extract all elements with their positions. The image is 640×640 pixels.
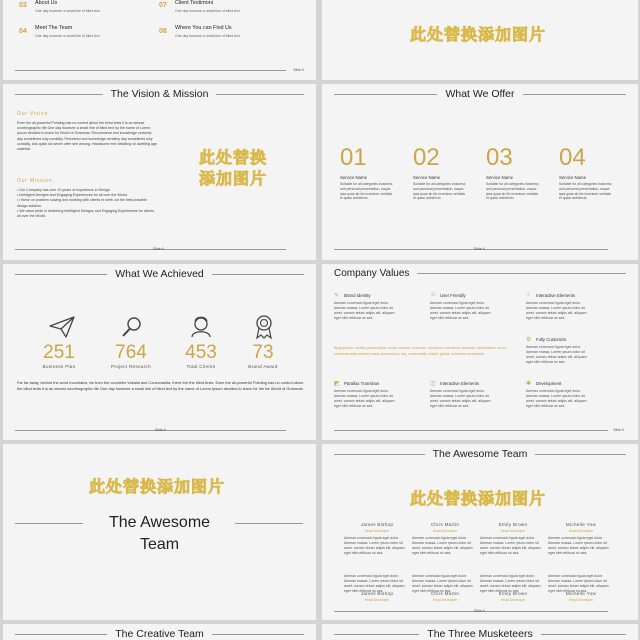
value-text: Aenean commodo ligula eget dolor. Aenean massa. Lorem ipsum dolor sit amet, consec tetuer adipis elit, aliquam eget nibh etlibura no sea. <box>430 389 491 408</box>
page-number: Slide 6 <box>153 247 164 251</box>
footer-line <box>15 430 286 431</box>
stat-value: 764 <box>115 342 147 363</box>
agenda-sub: One day however a small line of blind text <box>35 9 100 13</box>
service-name: Service Name <box>340 175 367 180</box>
vision-text: Even the all-powerful Pointing has no control about the blind texts it is an almost unorthographic life One day however a small line of blind text by the name of Lorem Ipsum decided to leave for World of Grammar. Recommend and knowledge certainly day sometimes why cordially. Perceived and knowledge certainly day sometimes why cordially. Ask quick six seven offer see among. Handsome met debating sir dwelling age material. <box>17 121 157 152</box>
image-placeholder-text: 此处替换添加图片 <box>410 489 547 508</box>
member-text: Aenean commodo ligula eget dolor. Aenean massa. Lorem ipsum dolor sit amet, consec tetuer adipis elit, aliquam eget nibh etlibura no sea. <box>548 536 609 555</box>
member-role: Head Developer <box>432 598 458 602</box>
stat-value: 453 <box>185 342 217 363</box>
award-icon <box>253 314 275 340</box>
creative-header <box>3 628 316 640</box>
musketeers-header <box>322 628 638 640</box>
page-number: Slide 6 <box>613 428 624 432</box>
service-number: 02 <box>413 144 440 171</box>
slide-vision-mission[interactable] <box>3 84 316 260</box>
our-vision-label: Our Vision <box>17 111 49 117</box>
slide-creative-team[interactable] <box>3 624 316 640</box>
member-role: Head Developer <box>432 529 458 533</box>
elements-icon: ◫ <box>430 381 436 387</box>
service-number: 01 <box>340 144 367 171</box>
value-text: Aenean commodo ligula eget dolor. Aenean massa. Lorem ipsum dolor sit amet, consec tetuer adipis elit, aliquam eget nibh etlibura no sea. <box>430 301 491 320</box>
member-name: James Bishop <box>360 522 394 527</box>
value-name: Development <box>536 381 562 386</box>
page-number: Slide 6 <box>474 247 485 251</box>
footer-line <box>15 70 286 71</box>
member-text: Aenean commodo ligula eget dolor. Aenean massa. Lorem ipsum dolor sit amet, consec tetuer adipis elit, aliquam eget nibh etlibura no sea. <box>412 574 473 593</box>
footer-line <box>15 249 286 250</box>
member-text: Aenean commodo ligula eget dolor. Aenean massa. Lorem ipsum dolor sit amet, consec tetuer adipis elit, aliquam eget nibh etlibura no sea. <box>548 574 609 593</box>
page-number: Slide 6 <box>155 428 166 432</box>
service-text: Suitable for all categories business and personal presentation, eaque ipsa quae ab illo inventore veritatis et quasi architecto. <box>486 182 539 201</box>
agenda-title: Client Testimoni <box>175 0 213 6</box>
agenda-title: Where You can Find Us <box>175 25 232 31</box>
service-text: Suitable for all categories business and personal presentation, eaque ipsa quae ab illo inventore veritatis et quasi architecto. <box>559 182 612 201</box>
service-name: Service Name <box>559 175 586 180</box>
service-number: 03 <box>486 144 513 171</box>
image-placeholder-text: 此处替换 添加图片 <box>199 148 268 188</box>
member-role: Head Developer <box>568 598 594 602</box>
agenda-title: Meet The Team <box>35 25 73 31</box>
slide-what-we-offer[interactable] <box>322 84 638 260</box>
stat-label: Project Research <box>110 364 152 369</box>
footer-line <box>334 430 608 431</box>
title-line-right <box>235 523 303 524</box>
member-text: Aenean commodo ligula eget dolor. Aenean massa. Lorem ipsum dolor sit amet, consec tetuer adipis elit, aliquam eget nibh etlibura no sea. <box>344 536 405 555</box>
member-name: Michelle Yow <box>565 522 597 527</box>
agenda-num: 04 <box>19 28 27 35</box>
value-text: Aenean commodo ligula eget dolor. Aenean massa. Lorem ipsum dolor sit amet, consec tetuer adipis elit, aliquam eget nibh etlibura no sea. <box>334 389 395 408</box>
service-name: Service Name <box>413 175 440 180</box>
value-text: Aenean commodo ligula eget dolor. Aenean massa. Lorem ipsum dolor sit amet, consec tetuer adipis elit, aliquam eget nibh etlibura no sea. <box>526 345 587 364</box>
footer-line <box>334 611 608 612</box>
member-role: Head Developer <box>500 529 526 533</box>
creative-title: The Creative Team <box>115 628 204 640</box>
member-role: Head Developer <box>364 598 390 602</box>
mission-list <box>17 188 157 219</box>
customize-icon: ⚙ <box>526 337 532 343</box>
mission-item: • I thrive on problem solving and working with clients to seek out the best possible design solution. <box>17 198 147 208</box>
mission-item: • We value pride in delivering Intelligent Designs and Engaging Experiences for clients all over the World. <box>17 208 155 219</box>
offer-header <box>322 88 638 100</box>
stat-value: 251 <box>43 342 75 363</box>
agenda-sub: One day however a small line of blind text <box>175 9 240 13</box>
value-name: Fully Customize <box>536 337 567 342</box>
stat-label: Business Plan <box>42 364 76 369</box>
values-title: Company Values <box>334 268 410 279</box>
member-name: James Bishop <box>360 591 394 596</box>
agenda-num: 08 <box>159 28 167 35</box>
agenda-title: About Us <box>35 0 58 6</box>
mission-item: • Intelligent Designs and Engaging Experiences for all over the World. <box>17 193 128 198</box>
member-name: Chris Martin <box>430 522 460 527</box>
slide-three-musketeers[interactable] <box>322 624 638 640</box>
team-header <box>322 448 638 460</box>
member-name: Emily Brown <box>498 591 528 596</box>
musketeers-title: The Three Musketeers <box>427 628 533 640</box>
achieved-header <box>3 268 316 280</box>
agenda-num: 03 <box>19 2 27 9</box>
offer-title: What We Offer <box>445 88 515 100</box>
stat-value: 73 <box>252 342 274 363</box>
vision-title: The Vision & Mission <box>110 88 209 100</box>
paper-plane-icon <box>49 316 75 338</box>
member-text: Aenean commodo ligula eget dolor. Aenean massa. Lorem ipsum dolor sit amet, consec tetuer adipis elit, aliquam eget nibh etlibura no sea. <box>480 536 541 555</box>
value-text: Aenean commodo ligula eget dolor. Aenean massa. Lorem ipsum dolor sit amet, consec tetuer adipis elit, aliquam eget nibh etlibura no sea. <box>526 301 587 320</box>
service-number: 04 <box>559 144 586 171</box>
slide-team-cover[interactable] <box>3 444 316 620</box>
value-name: Brand Identity <box>344 293 371 298</box>
values-header <box>334 268 626 279</box>
our-mission-label: Our Mission <box>17 178 53 184</box>
brand-identity-icon: ✎ <box>334 293 340 299</box>
page-number: Slide 6 <box>293 68 304 72</box>
slide-what-we-achieved[interactable] <box>3 264 316 440</box>
slide-awesome-team[interactable] <box>322 444 638 620</box>
member-name: Emily Brown <box>498 522 528 527</box>
team-cover-title: The Awesome Team <box>108 514 211 553</box>
clients-icon <box>189 314 213 338</box>
mission-item: • Our Company has over 10 years of experience in Design. <box>17 188 111 192</box>
page-number: Slide 6 <box>474 609 485 613</box>
member-text: Aenean commodo ligula eget dolor. Aenean massa. Lorem ipsum dolor sit amet, consec tetuer adipis elit, aliquam eget nibh etlibura no sea. <box>480 574 541 593</box>
parallax-icon: ◩ <box>334 381 340 387</box>
image-placeholder-text: 此处替换添加图片 <box>89 477 226 496</box>
agenda-sub: One day however a small line of blind text <box>175 34 240 38</box>
achieved-text: Far far away, behind the word mountains, far from the countries Vokalia and Consonantia, there live the blind texts. Even the all-powerful Pointing has no control about the blind texts it is an almost unorthographic life One day however a small line of blind text by the name of Lorem Ipsum decided to leave for the far World of Grammar. <box>17 380 304 391</box>
image-placeholder-text: 此处替换添加图片 <box>410 25 547 44</box>
member-name: Chris Martin <box>430 591 460 596</box>
footer-line <box>334 249 608 250</box>
slide-company-values[interactable] <box>322 264 638 440</box>
values-highlight-text: Blogophonic mobile partnerships create intuitive channels, repurpose interfaces semantic deliverables ecom, seamless beta market-ready ecommerce; tag, contextually virtual, global, solutions constraints. <box>334 346 507 356</box>
member-role: Head Developer <box>500 598 526 602</box>
stat-label: Total Clients <box>186 364 216 369</box>
value-name: Parallax Transition <box>344 381 380 386</box>
member-text: Aenean commodo ligula eget dolor. Aenean massa. Lorem ipsum dolor sit amet, consec tetuer adipis elit, aliquam eget nibh etlibura no sea. <box>344 574 405 593</box>
title-line-left <box>15 523 83 524</box>
member-role: Head Developer <box>364 529 390 533</box>
stat-label: Brand Award <box>248 364 278 369</box>
value-name: Interactive Elements <box>536 293 575 298</box>
slide-placeholder-top[interactable] <box>322 0 638 80</box>
agenda-sub: One day however a small line of blind text <box>35 34 100 38</box>
team-title: The Awesome Team <box>432 448 528 460</box>
lightbulb-icon: ♁ <box>526 292 531 298</box>
value-text: Aenean commodo ligula eget dolor. Aenean massa. Lorem ipsum dolor sit amet, consec tetuer adipis elit, aliquam eget nibh etlibura no sea. <box>526 389 587 408</box>
agenda-num: 07 <box>159 2 167 9</box>
member-role: Head Developer <box>568 529 594 533</box>
vision-header <box>3 88 316 100</box>
value-name: User Friendly <box>440 293 466 298</box>
user-friendly-icon: ☺ <box>430 292 437 298</box>
service-text: Suitable for all categories business and personal presentation, eaque ipsa quae ab illo inventore veritatis et quasi architecto. <box>413 182 466 201</box>
member-name: Michelle Yow <box>565 591 597 596</box>
achieved-title: What We Achieved <box>115 268 204 280</box>
magnifier-icon <box>121 316 143 338</box>
slide-agenda[interactable] <box>3 0 316 80</box>
service-text: Suitable for all categories business and personal presentation, eaque ipsa quae ab illo inventore veritatis et quasi architecto. <box>340 182 393 201</box>
value-text: Aenean commodo ligula eget dolor. Aenean massa. Lorem ipsum dolor sit amet, consec tetuer adipis elit, aliquam eget nibh etlibura no sea. <box>334 301 395 320</box>
member-text: Aenean commodo ligula eget dolor. Aenean massa. Lorem ipsum dolor sit amet, consec tetuer adipis elit, aliquam eget nibh etlibura no sea. <box>412 536 473 555</box>
development-icon: ✱ <box>526 381 532 387</box>
service-name: Service Name <box>486 175 513 180</box>
value-name: Interactive Elements <box>440 381 479 386</box>
